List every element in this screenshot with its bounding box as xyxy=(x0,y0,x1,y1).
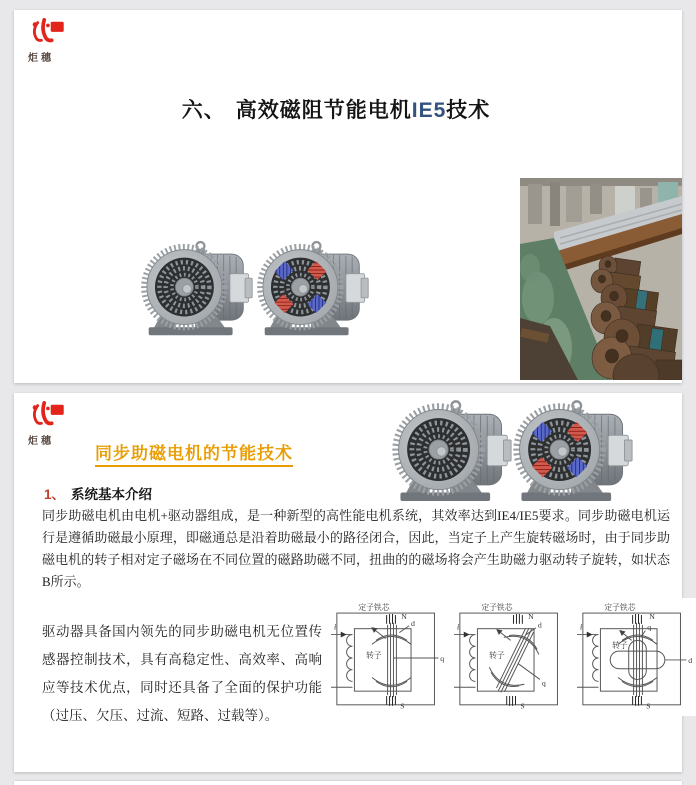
slide1-title xyxy=(14,94,658,124)
stator-diagram-c xyxy=(577,598,696,716)
stator-core-label: 定子铁芯 xyxy=(604,603,636,613)
d-axis-label: d xyxy=(537,620,542,630)
section-heading xyxy=(44,483,152,503)
brand-logo-2 xyxy=(28,401,88,447)
paragraph-1: 同步助磁电机由电机+驱动器组成，是一种新型的高性能电机系统，其效率达到IE4/IE5要求。同步助磁电机运行是遵循助磁最小原理，即磁通总是沿着助磁最小的路径闭合，因此，当定子上产生旋转磁场时，由于同步助磁电机的转子相对定子磁场在不同位置的磁路助磁不同，扭曲的的磁场将会产生助磁力驱动转子旋转，如状态B所示。 xyxy=(42,508,670,589)
slide-3-edge[interactable] xyxy=(14,781,682,785)
current-label: i xyxy=(456,621,460,632)
motor-images-group xyxy=(392,397,634,504)
current-label: i xyxy=(333,621,337,632)
reluctance-motor-image xyxy=(389,397,513,504)
magnet-assisted-motor-image xyxy=(254,238,370,338)
d-axis-label: d xyxy=(688,655,693,665)
q-axis-label: q xyxy=(541,678,546,688)
south-label: S xyxy=(400,701,405,711)
south-label: S xyxy=(520,701,525,711)
stator-core-label: 定子铁芯 xyxy=(481,603,513,613)
magnet-assisted-motor-image xyxy=(510,397,634,504)
slide2-title: 同步助磁电机的节能技术 xyxy=(95,439,293,467)
section-number: 1、 xyxy=(44,487,66,502)
stator-core-label: 定子铁芯 xyxy=(358,603,390,613)
stator-diagram-b xyxy=(454,598,576,716)
rotor-label: 转子 xyxy=(489,650,505,660)
q-axis-label: q xyxy=(647,622,652,632)
reluctance-motor-image xyxy=(138,238,254,338)
rotor-label: 转子 xyxy=(612,641,628,651)
motor-images-group xyxy=(138,238,370,338)
north-label: N xyxy=(401,611,407,621)
d-axis-label: d xyxy=(411,618,415,628)
factory-motors-photo xyxy=(520,178,682,380)
north-label: N xyxy=(528,611,534,621)
slide-1[interactable] xyxy=(14,10,682,383)
title-main: 高效磁阻节能电机 xyxy=(235,99,412,122)
brand-name: 炬穗 xyxy=(28,436,54,447)
flame-logo-icon xyxy=(28,18,66,44)
paragraph-2: 驱动器具备国内领先的同步助磁电机无位置传感器控制技术，具有高稳定性、高效率、高响应等技术优点，同时还具备了全面的保护功能（过压、欠压、过流、短路、过载等）。 xyxy=(42,624,322,723)
slide-2[interactable] xyxy=(14,393,693,772)
title-highlight: IE5 xyxy=(411,99,447,122)
north-label: N xyxy=(649,611,655,621)
bottom-row xyxy=(42,598,696,730)
title-prefix: 六、 xyxy=(181,99,226,122)
title-suffix: 技术 xyxy=(446,99,491,122)
rotor-label: 转子 xyxy=(366,650,382,660)
current-label: i xyxy=(579,621,583,632)
south-label: S xyxy=(646,701,651,711)
stator-diagram-a xyxy=(331,598,453,716)
brand-name: 炬穗 xyxy=(28,53,54,64)
q-axis-label: q xyxy=(440,653,445,663)
section-title: 系统基本介绍 xyxy=(71,487,153,502)
brand-logo xyxy=(28,18,88,64)
flame-logo-icon xyxy=(28,401,66,427)
stator-diagrams-group xyxy=(330,598,696,716)
